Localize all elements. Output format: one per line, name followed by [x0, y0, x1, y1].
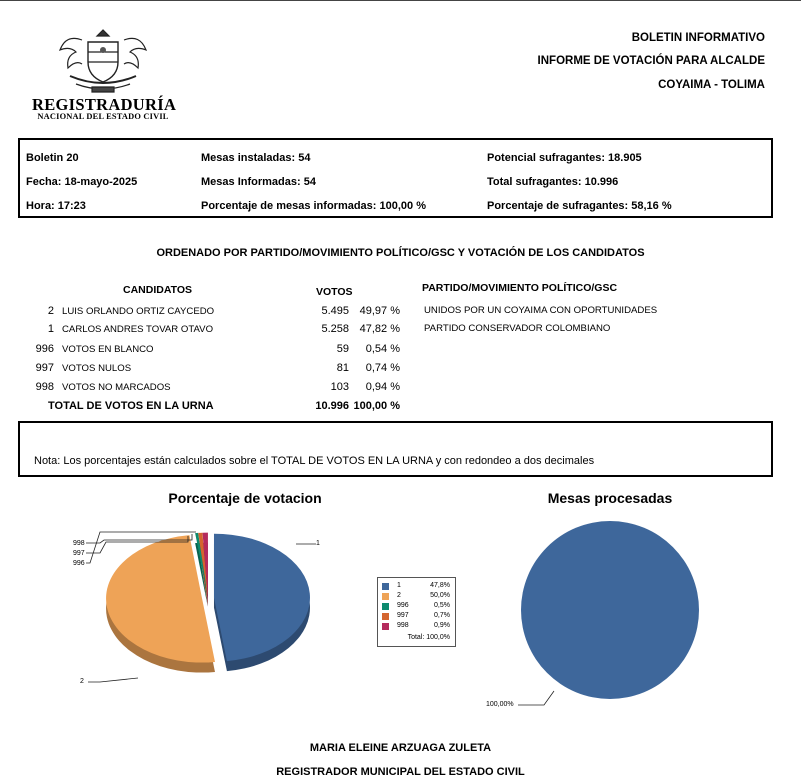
potencial-sufragantes: Potencial sufragantes: 18.905: [487, 152, 642, 164]
report-title: BOLETIN INFORMATIVO: [631, 32, 765, 44]
candidate-number: 2: [47, 305, 54, 317]
note-text: Nota: Los porcentajes están calculados sobre el TOTAL DE VOTOS EN LA URNA y con redondeo a dos decimales: [34, 455, 595, 467]
slice-label-1: 1: [316, 540, 320, 547]
candidate-name: LUIS ORLANDO ORTIZ CAYCEDO: [62, 306, 215, 317]
legend-item: [382, 582, 452, 592]
total-votes: 10.996: [315, 400, 349, 412]
mesas-informadas: Mesas Informadas: 54: [201, 176, 316, 188]
legend-swatch: [382, 623, 389, 630]
legend-label: 1: [397, 582, 401, 589]
legend-item: [382, 622, 452, 632]
candidate-votes: 103: [330, 381, 349, 393]
mesas-value-label: 100,00%: [486, 701, 514, 708]
registraduria-logo: [32, 26, 177, 122]
boletin-time: Hora: 17:23: [26, 200, 86, 212]
boletin-number: Boletin 20: [26, 152, 79, 164]
candidate-name: VOTOS NULOS: [62, 363, 132, 374]
candidate-number: 1: [47, 323, 54, 335]
col-header-votos: VOTOS: [316, 286, 353, 298]
slice-label-996: 996: [73, 560, 85, 567]
legend-label: 998: [397, 622, 409, 629]
total-sufragantes: Total sufragantes: 10.996: [487, 176, 619, 188]
total-percentage: 100,00 %: [353, 400, 400, 412]
col-header-partido: PARTIDO/MOVIMIENTO POLÍTICO/GSC: [422, 282, 618, 294]
signer-role: REGISTRADOR MUNICIPAL DEL ESTADO CIVIL: [276, 766, 525, 778]
legend-value: 50,0%: [430, 592, 450, 599]
slice-label-2: 2: [80, 678, 84, 685]
candidate-number: 997: [35, 362, 54, 374]
candidate-party: PARTIDO CONSERVADOR COLOMBIANO: [424, 323, 611, 334]
legend-label: 996: [397, 602, 409, 609]
legend-value: 0,9%: [434, 622, 450, 629]
legend-item: [382, 602, 452, 612]
bulletin-info-box: [18, 138, 773, 218]
total-label: TOTAL DE VOTOS EN LA URNA: [48, 400, 214, 412]
legend-value: 0,5%: [434, 602, 450, 609]
legend-label: 997: [397, 612, 409, 619]
legend-swatch: [382, 613, 389, 620]
leader-line: [88, 678, 138, 682]
legend-swatch: [382, 603, 389, 610]
porcentaje-sufragantes: Porcentaje de sufragantes: 58,16 %: [487, 200, 672, 212]
candidate-percentage: 47,82 %: [359, 323, 400, 335]
report-subtitle: INFORME DE VOTACIÓN PARA ALCALDE: [537, 55, 765, 67]
leader-line: [518, 691, 554, 705]
slice-label-998: 998: [73, 540, 85, 547]
note-box: [18, 421, 773, 477]
candidate-party: UNIDOS POR UN COYAIMA CON OPORTUNIDADES: [424, 305, 658, 316]
legend-total: [382, 634, 452, 644]
chart-legend: [377, 577, 456, 647]
boletin-date: Fecha: 18-mayo-2025: [26, 176, 138, 188]
candidate-percentage: 49,97 %: [359, 305, 400, 317]
pie-slice-1: [214, 534, 310, 661]
candidate-votes: 81: [336, 362, 349, 374]
legend-item: [382, 592, 452, 602]
mesas-pie-chart: [480, 515, 720, 715]
legend-swatch: [382, 593, 389, 600]
chart-title-votacion: Porcentaje de votacion: [168, 490, 322, 506]
candidate-number: 998: [35, 381, 54, 393]
candidate-name: VOTOS NO MARCADOS: [62, 382, 171, 393]
signer-name: MARIA ELEINE ARZUAGA ZULETA: [309, 742, 492, 754]
porcentaje-mesas: Porcentaje de mesas informadas: 100,00 %: [201, 200, 426, 212]
candidate-percentage: 0,54 %: [365, 343, 400, 355]
legend-item: [382, 612, 452, 622]
chart-title-mesas: Mesas procesadas: [547, 490, 673, 506]
legend-value: 47,8%: [430, 582, 450, 589]
mesas-instaladas: Mesas instaladas: 54: [201, 152, 311, 164]
candidate-percentage: 0,94 %: [365, 381, 400, 393]
candidate-number: 996: [35, 343, 54, 355]
vote-pie-chart: [60, 530, 350, 690]
pie-slice-procesadas: [521, 521, 699, 699]
candidate-votes: 59: [336, 343, 349, 355]
col-header-candidatos: CANDIDATOS: [123, 284, 193, 296]
top-rule: [0, 0, 801, 1]
candidate-percentage: 0,74 %: [365, 362, 400, 374]
legend-swatch: [382, 583, 389, 590]
logo-subtitle: NACIONAL DEL ESTADO CIVIL: [37, 112, 169, 121]
candidate-name: VOTOS EN BLANCO: [62, 344, 154, 355]
candidate-votes: 5.258: [321, 323, 349, 335]
legend-total-value: Total: 100,0%: [407, 634, 450, 641]
coat-of-arms-icon: [32, 26, 174, 96]
logo-wordmark: REGISTRADURÍA: [32, 95, 177, 114]
legend-label: 2: [397, 592, 401, 599]
section-title: ORDENADO POR PARTIDO/MOVIMIENTO POLÍTICO/GSC Y VOTACIÓN DE LOS CANDIDATOS: [156, 247, 645, 259]
report-location: COYAIMA - TOLIMA: [658, 79, 765, 91]
legend-value: 0,7%: [434, 612, 450, 619]
slice-label-997: 997: [73, 550, 85, 557]
candidate-votes: 5.495: [321, 305, 349, 317]
candidate-name: CARLOS ANDRES TOVAR OTAVO: [62, 324, 214, 335]
